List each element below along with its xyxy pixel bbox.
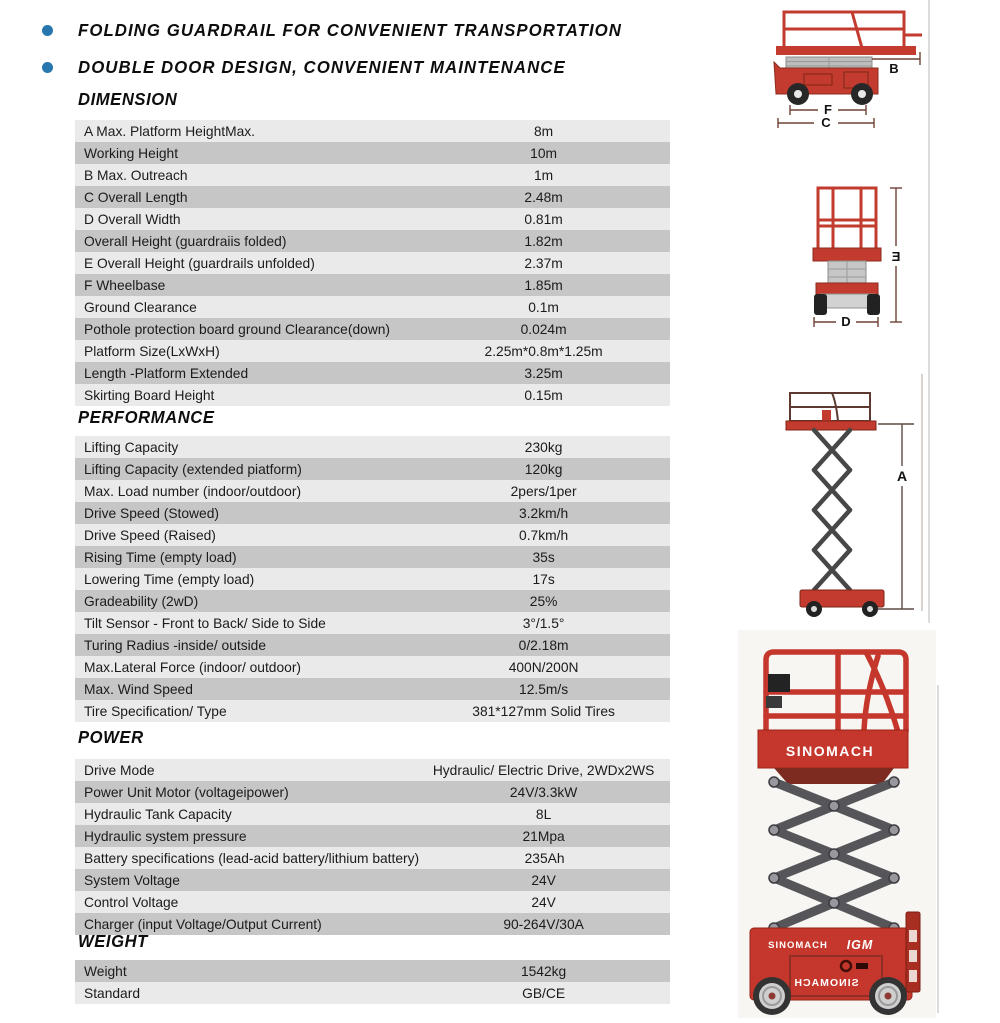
door-brand-text-mirrored: SINOMACH [793,977,859,989]
guardrail-outline [818,188,876,250]
spec-label: Pothole protection board ground Clearance(down) [84,321,391,337]
table-row [75,274,670,296]
spec-label: Tire Specification/ Type [84,703,227,719]
spec-value: 24V [531,872,556,888]
table-row [75,296,670,318]
table-row [75,700,670,722]
spec-value: 17s [532,571,555,587]
spec-value: 1.82m [524,233,563,249]
section-weight [75,930,670,1004]
table-row [75,230,670,252]
feature-bullet-2 [0,49,690,86]
spec-value: 120kg [524,461,563,477]
dim-label-c: C [821,115,831,130]
spec-value: 2pers/1per [510,483,577,499]
spec-value: 25% [529,593,558,609]
spec-table [75,120,670,406]
table-row [75,142,670,164]
spec-label: Max. Wind Speed [84,681,193,697]
base-brand-text: SINOMACH [768,940,828,951]
spec-label: Standard [84,985,140,1001]
table-row [75,825,670,847]
spec-label: System Voltage [84,872,180,888]
spec-label: Gradeability (2wD) [84,593,199,609]
spec-label: Lifting Capacity [84,439,179,455]
spec-value: 0.7km/h [519,527,569,543]
section-title: WEIGHT [78,931,148,951]
table-row [75,678,670,700]
spec-value: 24V/3.3kW [509,784,578,800]
spec-value: 0.024m [520,321,567,337]
diagram-front-view [806,170,921,332]
table-row [75,208,670,230]
spec-label: Hydraulic Tank Capacity [84,806,232,822]
spec-value: 8L [535,806,552,822]
table-row [75,120,670,142]
dim-label-e: E [891,249,901,264]
table-row [75,568,670,590]
spec-value: GB/CE [522,985,566,1001]
dimension-line-a [878,424,914,609]
spec-value: 21Mpa [522,828,565,844]
table-row [75,960,670,982]
table-row [75,590,670,612]
spec-value: 8m [534,123,554,139]
diagram-stowed-side-view [752,2,932,130]
section-title: PERFORMANCE [78,407,215,427]
dim-label-a: A [896,468,908,484]
spec-table [75,960,670,1004]
spec-label: Power Unit Motor (voltageipower) [84,784,289,800]
table-row [75,891,670,913]
spec-label: B Max. Outreach [84,167,188,183]
table-row [75,759,670,781]
base-switch [856,963,868,969]
spec-value: 0.15m [524,387,563,403]
spec-value: 0.81m [524,211,563,227]
spec-value: 24V [531,894,556,910]
feature-bullet-1 [0,12,690,49]
spec-label: Length -Platform Extended [84,365,249,381]
spec-label: Lifting Capacity (extended piatform) [84,461,302,477]
fold-ramp [906,912,920,992]
spec-value: 90-264V/30A [503,916,584,932]
spec-label: Ground Clearance [84,299,197,315]
spec-label: Max.Lateral Force (indoor/ outdoor) [84,659,302,675]
spec-label: Drive Speed (Raised) [84,527,216,543]
bullet-dot-icon [42,25,53,36]
spec-table [75,759,670,935]
spec-label: Tilt Sensor - Front to Back/ Side to Side [84,615,326,631]
spec-value: 35s [532,549,555,565]
feature-bullet-list [0,12,690,86]
spec-value: 230kg [524,439,563,455]
table-row [75,252,670,274]
spec-label: Control Voltage [84,894,179,910]
spec-value: 400N/200N [508,659,579,675]
spec-label: Hydraulic system pressure [84,828,247,844]
table-row [75,384,670,406]
table-row [75,803,670,825]
table-row [75,982,670,1004]
spec-value: 0/2.18m [518,637,569,653]
spec-value: 3.25m [524,365,563,381]
platform-deck [813,248,881,261]
section-title: DIMENSION [78,89,178,109]
folded-scissor-pack [828,261,866,285]
section-power [75,726,670,935]
spec-value: Hydraulic/ Electric Drive, 2WDx2WS [432,762,655,778]
dim-label-d: D [841,314,851,329]
spec-label: F Wheelbase [84,277,166,293]
under-platform-shadow [774,768,894,784]
table-row [75,634,670,656]
spec-label: D Overall Width [84,211,181,227]
spec-label: Platform Size(LxWxH) [84,343,220,359]
spec-value: 3.2km/h [519,505,569,521]
spec-label: Max. Load number (indoor/outdoor) [84,483,302,499]
table-row [75,164,670,186]
spec-value: 2.48m [524,189,563,205]
spec-value: 381*127mm Solid Tires [472,703,615,719]
spec-value: 10m [530,145,558,161]
dim-label-b: B [889,61,899,76]
spec-label: Turing Radius -inside/ outside [84,637,267,653]
spec-value: 1542kg [520,963,567,979]
table-row [75,436,670,458]
spec-value: 2.37m [524,255,563,271]
product-photo [738,630,936,1018]
spec-label: C Overall Length [84,189,188,205]
table-row [75,546,670,568]
feature-text: FOLDING GUARDRAIL FOR CONVENIENT TRANSPORTATION [78,20,622,40]
spec-label: Weight [84,963,127,979]
platform-brand-text: SINOMACH [785,743,875,759]
spec-value: 1.85m [524,277,563,293]
table-row [75,612,670,634]
table-row [75,362,670,384]
guardrail-outline [784,12,922,48]
table-row [75,318,670,340]
table-row [75,502,670,524]
spec-label: Battery specifications (lead-acid battery/lithium battery) [84,850,420,866]
bullet-dot-icon [42,62,53,73]
spec-label: Lowering Time (empty load) [84,571,255,587]
section-title: POWER [78,727,144,747]
spec-value: 0.1m [528,299,559,315]
feature-text: DOUBLE DOOR DESIGN, CONVENIENT MAINTENANCE [78,57,566,77]
spec-table [75,436,670,722]
spec-value: 12.5m/s [519,681,569,697]
section-dimension [75,88,670,406]
base-logo-text: IGM [846,938,874,952]
spec-label: Skirting Board Height [84,387,215,403]
spec-label: Drive Speed (Stowed) [84,505,219,521]
chassis [820,294,874,308]
table-row [75,869,670,891]
table-row [75,656,670,678]
spec-label: Rising Time (empty load) [84,549,237,565]
spec-label: Charger (input Voltage/Output Current) [84,916,322,932]
section-performance [75,406,670,722]
vertical-divider [937,685,939,1013]
dim-label-f: F [824,102,832,117]
spec-label: A Max. Platform HeightMax. [84,123,255,139]
spec-value: 1m [534,167,554,183]
table-row [75,458,670,480]
platform-deck [776,46,916,55]
scissor-arms [814,430,850,590]
diagram-elevated-side-view [772,360,932,624]
spec-label: E Overall Height (guardrails unfolded) [84,255,315,271]
table-row [75,480,670,502]
spec-label: Drive Mode [84,762,155,778]
table-row [75,186,670,208]
spec-value: 2.25m*0.8m*1.25m [484,343,603,359]
table-row [75,781,670,803]
spec-value: 3°/1.5° [522,615,565,631]
table-row [75,340,670,362]
spec-value: 235Ah [524,850,565,866]
spec-label: Overall Height (guardraiis folded) [84,233,287,249]
platform-deck [786,421,876,430]
table-row [75,524,670,546]
table-row [75,847,670,869]
spec-label: Working Height [84,145,179,161]
